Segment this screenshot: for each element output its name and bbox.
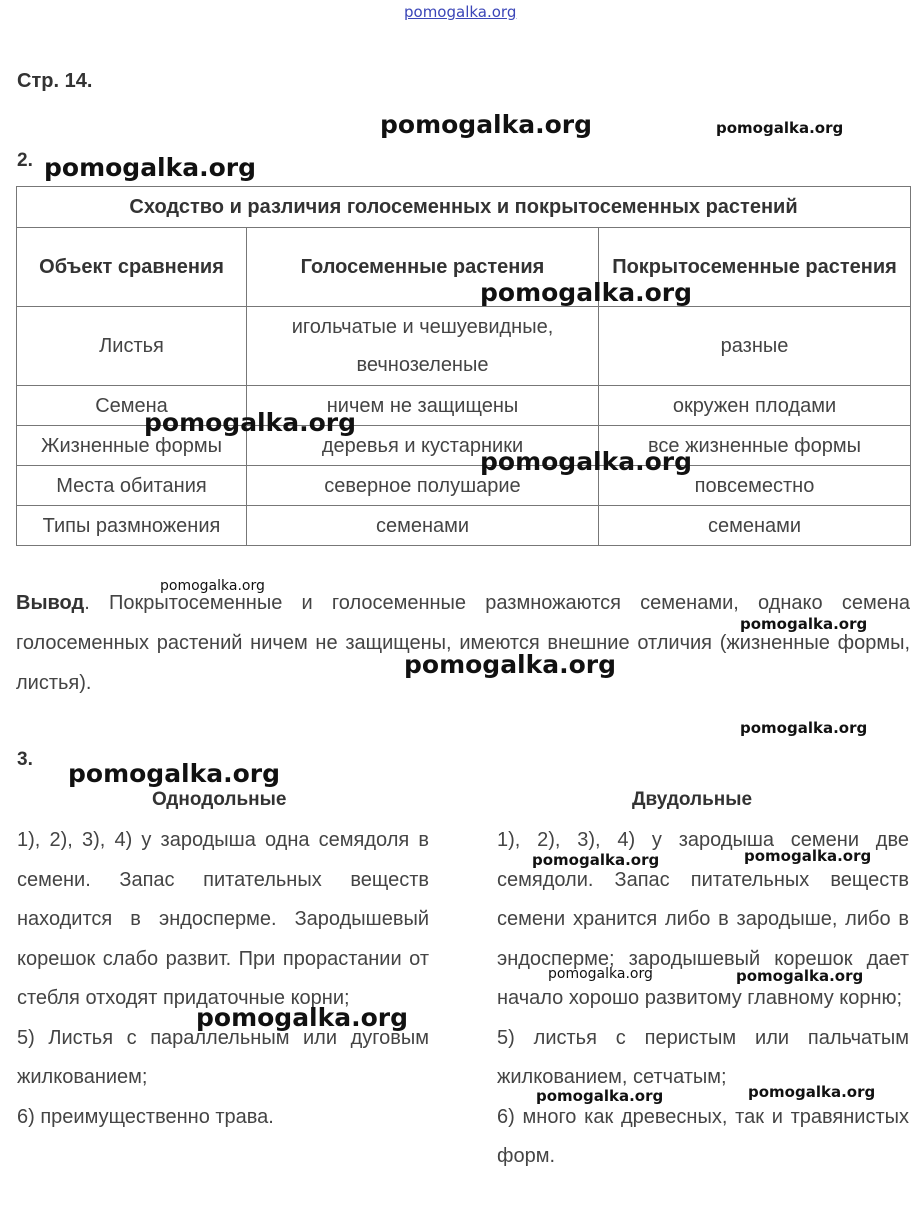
table-caption: Сходство и различия голосеменных и покрытосеменных растений <box>17 187 911 228</box>
top-watermark-link[interactable]: pomogalka.org <box>404 3 517 21</box>
table-row <box>17 307 911 386</box>
table-caption-row <box>17 187 911 228</box>
monocots-item: 1), 2), 3), 4) у зародыша одна семядоля в семени. Запас питательных веществ находится в эндосперме. Зародышевый корешок слабо развит. При прорастании от стебля отходят придаточные корни; <box>17 829 429 1009</box>
monocots-item: 6) преимущественно трава. <box>17 1105 274 1128</box>
watermark: pomogalka.org <box>532 851 660 869</box>
monocots-column <box>17 821 429 1137</box>
dicots-item: 5) листья с перистым или пальчатым жилкованием, сетчатым; <box>497 1026 909 1088</box>
watermark: pomogalka.org <box>144 408 357 437</box>
conclusion-paragraph <box>16 583 910 703</box>
table-cell: семенами <box>599 506 911 546</box>
table-row <box>17 506 911 546</box>
table-cell: Жизненные формы <box>17 426 247 466</box>
table-cell: повсеместно <box>599 466 911 506</box>
watermark: pomogalka.org <box>740 719 868 737</box>
watermark: pomogalka.org <box>380 110 593 139</box>
dicots-item: 1), 2), 3), 4) у зародыша семени две семядоли. Запас питательных веществ семени хранится либо в зародыше, либо в эндосперме; зародышевый корешок дает начало хорошо развитому главному корню; <box>497 829 909 1009</box>
header-gymnosperms: Голосеменные растения <box>247 228 599 307</box>
conclusion-label: Вывод <box>16 592 85 614</box>
watermark: pomogalka.org <box>748 1083 876 1101</box>
table-cell: деревья и кустарники <box>247 426 599 466</box>
header-object: Объект сравнения <box>17 228 247 307</box>
table-row <box>17 466 911 506</box>
table-cell: Места обитания <box>17 466 247 506</box>
table-cell: Типы размножения <box>17 506 247 546</box>
watermark: pomogalka.org <box>68 759 281 788</box>
watermark: pomogalka.org <box>736 967 864 985</box>
table-cell: семенами <box>247 506 599 546</box>
watermark: pomogalka.org <box>744 847 872 865</box>
section-2-number: 2. <box>17 150 33 171</box>
watermark: pomogalka.org <box>740 615 868 633</box>
dicots-item: 6) много как древесных, так и травянистых форм. <box>497 1105 909 1167</box>
table-cell: игольчатые и чешуевидные, вечнозеленые <box>247 307 599 386</box>
table-cell: окружен плодами <box>599 386 911 426</box>
comparison-table <box>16 186 911 546</box>
watermark: pomogalka.org <box>480 447 693 476</box>
page-number: Стр. 14. <box>17 70 93 92</box>
watermark: pomogalka.org <box>716 119 844 137</box>
watermark: pomogalka.org <box>404 650 617 679</box>
watermark: pomogalka.org <box>480 278 693 307</box>
conclusion-text: . Покрытосеменные и голосеменные размножаются семенами, однако семена голосеменных растений ничем не защищены, имеются внешние отличия (жизненные формы, листья). <box>16 592 910 694</box>
table-cell: северное полушарие <box>247 466 599 506</box>
table-cell: разные <box>599 307 911 386</box>
monocots-title: Однодольные <box>152 789 287 810</box>
dicots-title: Двудольные <box>632 789 753 810</box>
watermark: pomogalka.org <box>196 1003 409 1032</box>
watermark: pomogalka.org <box>44 153 257 182</box>
dicots-column <box>497 821 909 1177</box>
watermark: pomogalka.org <box>160 578 265 594</box>
table-cell: ничем не защищены <box>247 386 599 426</box>
watermark: pomogalka.org <box>548 966 653 982</box>
table-cell: Листья <box>17 307 247 386</box>
header-angiosperms: Покрытосеменные растения <box>599 228 911 307</box>
table-cell: Семена <box>17 386 247 426</box>
section-3-number: 3. <box>17 749 33 770</box>
monocots-item: 5) Листья с параллельным или дуговым жилкованием; <box>17 1026 429 1088</box>
watermark: pomogalka.org <box>536 1087 664 1105</box>
table-header-row <box>17 228 911 307</box>
table-cell: все жизненные формы <box>599 426 911 466</box>
